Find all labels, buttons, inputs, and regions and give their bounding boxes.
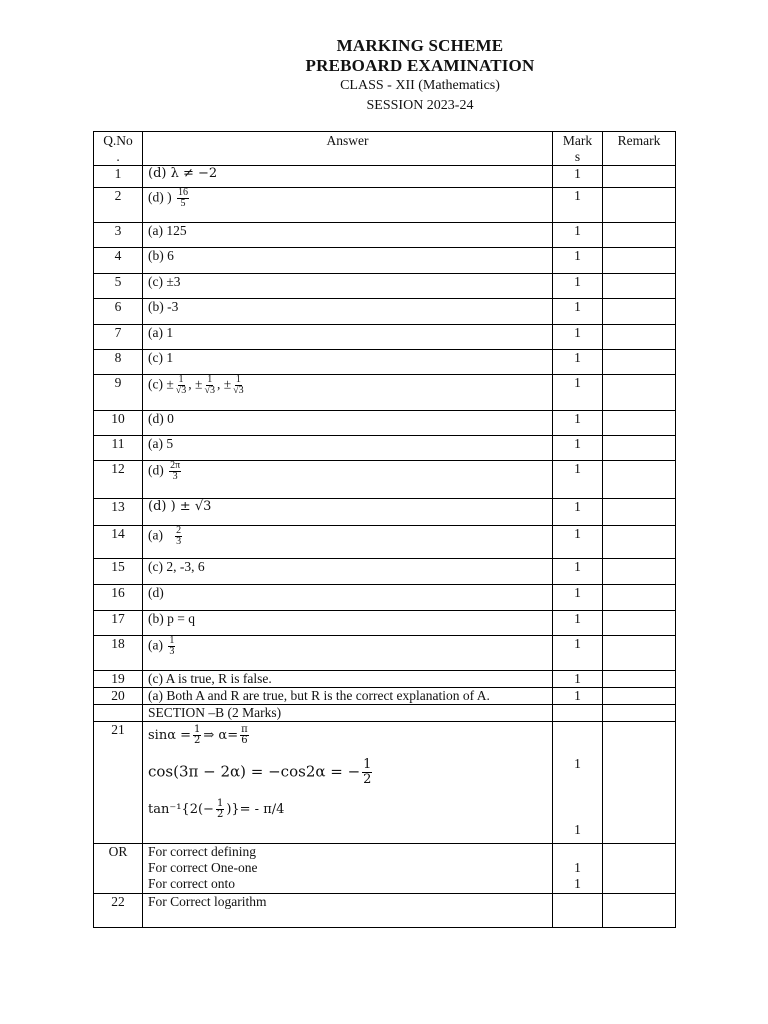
header-marks: Mark s [553, 132, 603, 166]
marks-cell: 1 [553, 350, 603, 375]
qno-cell [94, 705, 143, 722]
answer-cell [143, 844, 553, 894]
qno-cell: 9 [94, 375, 143, 411]
qno-cell: 1 [94, 166, 143, 188]
header-remark: Remark [603, 132, 676, 166]
marks-cell [553, 705, 603, 722]
answer-cell: (a) 1 [143, 325, 553, 350]
answer-cell: (a) 5 [143, 436, 553, 461]
fraction-denominator: 5 [180, 198, 186, 209]
fraction-denominator: 3 [172, 471, 178, 482]
marks-value: 1 [574, 756, 581, 771]
remark-cell [603, 671, 676, 688]
remark-cell [603, 461, 676, 499]
qno-cell: 17 [94, 611, 143, 636]
marks-value: 1 [574, 876, 581, 891]
remark-cell [603, 350, 676, 375]
remark-cell [603, 166, 676, 188]
answer-line: For correct defining [148, 844, 256, 859]
table-row [94, 411, 676, 436]
fraction-denominator: 3 [176, 536, 182, 547]
answer-cell [143, 461, 553, 499]
table-row [94, 248, 676, 274]
qno-cell: 20 [94, 688, 143, 705]
answer-cell: (d) ) ± √3 [143, 499, 553, 526]
answer-separator: , ± [188, 376, 203, 392]
fraction [204, 375, 215, 396]
fraction [240, 725, 249, 746]
remark-cell [603, 188, 676, 223]
fraction-denominator: 2 [194, 735, 201, 746]
marks-cell: 1 [553, 299, 603, 325]
table-row [94, 636, 676, 671]
section-b-row [94, 705, 676, 722]
remark-cell [603, 274, 676, 299]
fraction [177, 188, 189, 209]
answer-cell [143, 636, 553, 671]
fraction-numerator: 1 [216, 798, 224, 809]
marks-cell: 1 [553, 411, 603, 436]
remark-cell [603, 894, 676, 928]
fraction-denominator: √3 [233, 385, 244, 396]
remark-cell [603, 223, 676, 248]
qno-cell: 3 [94, 223, 143, 248]
fraction-numerator: 1 [169, 635, 175, 646]
answer-prefix: (a) [148, 527, 163, 543]
document-header [0, 36, 768, 116]
remark-cell [603, 844, 676, 894]
remark-cell [603, 722, 676, 844]
answer-cell: (d) [143, 585, 553, 611]
class-line: CLASS - XII (Mathematics) [340, 78, 500, 93]
table-row [94, 223, 676, 248]
marks-value: 1 [574, 822, 581, 837]
header-answer: Answer [143, 132, 553, 166]
table-row [94, 166, 676, 188]
marking-scheme-table [93, 131, 676, 928]
marks-cell: 1 [553, 166, 603, 188]
marks-cell: 1 [553, 223, 603, 248]
q21-text: sinα = [148, 728, 192, 743]
table-row [94, 325, 676, 350]
answer-cell: (c) A is true, R is false. [143, 671, 553, 688]
qno-cell: 21 [94, 722, 143, 844]
answer-cell [143, 188, 553, 223]
qno-cell: 5 [94, 274, 143, 299]
marks-cell [553, 894, 603, 928]
marks-cell: 1 [553, 636, 603, 671]
q21-text: cos(3π − 2α) = −cos2α = − [148, 762, 361, 781]
answer-cell [143, 526, 553, 559]
qno-cell: 22 [94, 894, 143, 928]
qno-cell: 10 [94, 411, 143, 436]
qno-cell: 8 [94, 350, 143, 375]
fraction-denominator: 2 [363, 772, 372, 787]
table-row [94, 585, 676, 611]
answer-cell: (c) 2, -3, 6 [143, 559, 553, 585]
table-row [94, 350, 676, 375]
fraction-denominator: 6 [241, 735, 248, 746]
table-row [94, 722, 676, 844]
answer-prefix: (d) [148, 462, 164, 478]
answer-prefix: (d) ) [148, 189, 172, 205]
table-row [94, 436, 676, 461]
section-heading: SECTION –B (2 Marks) [143, 705, 553, 722]
answer-cell [143, 375, 553, 411]
fraction [193, 725, 201, 746]
table-row [94, 688, 676, 705]
answer-line: For correct One-one [148, 860, 258, 875]
qno-cell: 18 [94, 636, 143, 671]
marks-cell: 1 [553, 188, 603, 223]
fraction [169, 461, 181, 482]
marks-cell: 1 [553, 671, 603, 688]
marks-cell: 1 [553, 461, 603, 499]
marks-cell: 1 [553, 274, 603, 299]
remark-cell [603, 299, 676, 325]
fraction-numerator: 1 [178, 374, 184, 385]
fraction-numerator: π [241, 724, 248, 735]
fraction-numerator: 1 [207, 374, 213, 385]
q21-text: tan⁻¹{2(− [148, 802, 214, 817]
fraction-denominator: 2 [216, 809, 224, 820]
marks-cell [553, 844, 603, 894]
remark-cell [603, 705, 676, 722]
answer-cell: (d) λ ≠ −2 [143, 166, 553, 188]
marks-cell: 1 [553, 325, 603, 350]
session-line: SESSION 2023-24 [366, 98, 474, 113]
answer-cell: (b) 6 [143, 248, 553, 274]
title-preboard: PREBOARD EXAMINATION [305, 56, 535, 75]
answer-cell [143, 722, 553, 844]
remark-cell [603, 499, 676, 526]
table-row [94, 499, 676, 526]
fraction [175, 526, 182, 547]
table-row [94, 461, 676, 499]
header-qno: Q.No . [94, 132, 143, 166]
remark-cell [603, 411, 676, 436]
fraction-numerator: 1 [235, 374, 241, 385]
fraction [233, 375, 244, 396]
table-row [94, 894, 676, 928]
answer-separator: , ± [216, 376, 232, 392]
fraction [216, 799, 224, 820]
remark-cell [603, 325, 676, 350]
qno-cell: 2 [94, 188, 143, 223]
marks-cell: 1 [553, 526, 603, 559]
marks-cell: 1 [553, 611, 603, 636]
remark-cell [603, 248, 676, 274]
marks-value: 1 [574, 860, 581, 875]
qno-cell: 16 [94, 585, 143, 611]
answer-cell: (c) 1 [143, 350, 553, 375]
remark-cell [603, 585, 676, 611]
remark-cell [603, 526, 676, 559]
qno-cell: 19 [94, 671, 143, 688]
marks-cell: 1 [553, 436, 603, 461]
fraction-numerator: 1 [194, 724, 201, 735]
fraction [168, 636, 175, 657]
table-row [94, 299, 676, 325]
marks-cell: 1 [553, 375, 603, 411]
table-row [94, 844, 676, 894]
qno-cell: 6 [94, 299, 143, 325]
qno-cell: 12 [94, 461, 143, 499]
qno-cell: 15 [94, 559, 143, 585]
answer-cell: (d) 0 [143, 411, 553, 436]
table-row [94, 559, 676, 585]
remark-cell [603, 688, 676, 705]
answer-cell: (c) ±3 [143, 274, 553, 299]
table-row [94, 375, 676, 411]
answer-cell: For Correct logarithm [143, 894, 553, 928]
remark-cell [603, 559, 676, 585]
marks-cell: 1 [553, 248, 603, 274]
table-row [94, 611, 676, 636]
answer-prefix: (a) [148, 637, 163, 653]
remark-cell [603, 375, 676, 411]
qno-cell: 7 [94, 325, 143, 350]
q21-line-3 [148, 799, 547, 820]
answer-prefix: (c) ± [148, 376, 174, 392]
marks-cell: 1 [553, 585, 603, 611]
qno-cell: 13 [94, 499, 143, 526]
q21-line-2 [148, 758, 547, 787]
title-marking-scheme: MARKING SCHEME [336, 36, 504, 55]
remark-cell [603, 611, 676, 636]
remark-cell [603, 636, 676, 671]
marks-cell [553, 722, 603, 844]
table-row [94, 188, 676, 223]
answer-cell: (a) 125 [143, 223, 553, 248]
qno-cell: 11 [94, 436, 143, 461]
q21-line-1 [148, 725, 547, 746]
fraction [362, 758, 372, 787]
fraction-denominator: 3 [169, 646, 175, 657]
marks-cell: 1 [553, 559, 603, 585]
remark-cell [603, 436, 676, 461]
answer-cell: (a) Both A and R are true, but R is the correct explanation of A. [143, 688, 553, 705]
table-row [94, 671, 676, 688]
fraction-numerator: 16 [178, 187, 188, 198]
qno-cell: OR [94, 844, 143, 894]
fraction-numerator: 2 [176, 525, 182, 536]
qno-cell: 4 [94, 248, 143, 274]
table-row [94, 526, 676, 559]
answer-cell: (b) p = q [143, 611, 553, 636]
answer-cell: (b) -3 [143, 299, 553, 325]
q21-text: )}= - π/4 [226, 802, 285, 817]
q21-text: ⇒ α= [203, 728, 239, 743]
fraction [176, 375, 187, 396]
fraction-denominator: √3 [175, 385, 187, 396]
marks-value [558, 844, 597, 860]
marks-cell: 1 [553, 688, 603, 705]
table-header-row [94, 132, 676, 166]
fraction-denominator: √3 [204, 385, 215, 396]
fraction-numerator: 2π [170, 460, 181, 471]
answer-line: For correct onto [148, 876, 235, 891]
fraction-numerator: 1 [363, 757, 372, 772]
qno-cell: 14 [94, 526, 143, 559]
marks-cell: 1 [553, 499, 603, 526]
table-row [94, 274, 676, 299]
